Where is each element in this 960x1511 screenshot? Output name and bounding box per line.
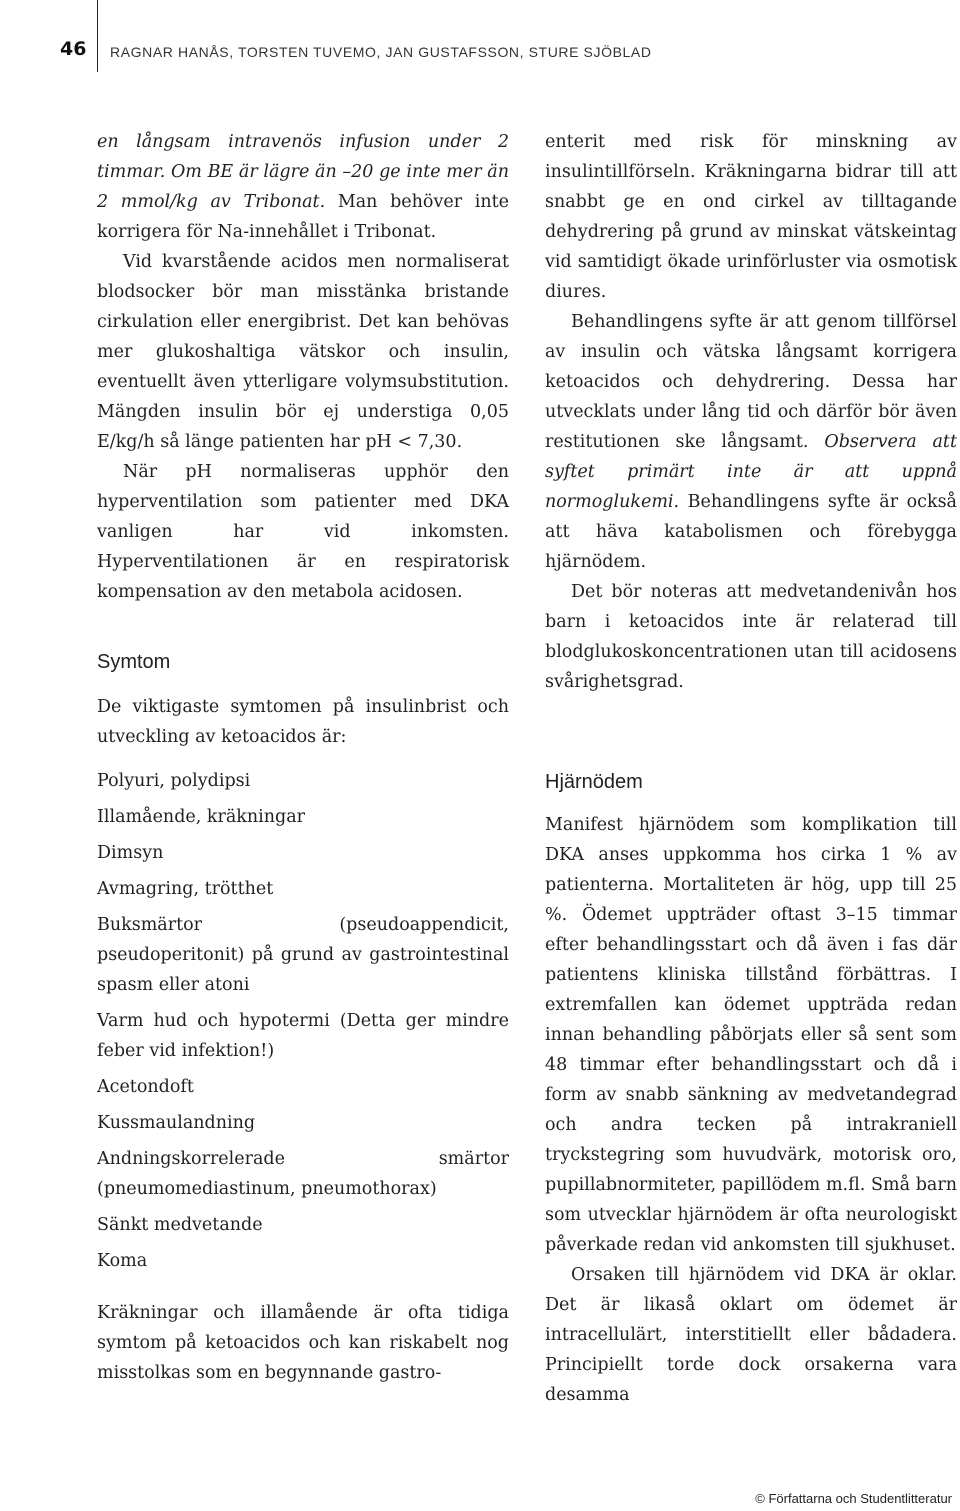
paragraph-tribonat-rest: Man behöver inte korrigera för Na-innehållet i Tribonat. [97, 192, 510, 242]
list-item: Avmagring, trötthet [97, 879, 274, 899]
italic-observera: Observera att syftet primärt inte är att uppnå normoglukemi. [545, 432, 957, 512]
paragraph-acidos: Vid kvarstående acidos men normaliserat blodsocker bör man misstänka bristande cirkulation eller energibrist. Det kan behövas mer glukoshaltiga vätskor och insulin, eventuellt även ytterligare volymsubstitution. Mängden insulin bör ej understiga 0,05 E/kg/h så länge patienten har pH < 7,30. [97, 252, 509, 452]
list-item: Sänkt medvetande [97, 1215, 263, 1235]
paragraph-enterit: enterit med risk för minskning av insulintillförseln. Kräkningarna bidrar till att snabbt ge en ond cirkel av tilltagande dehydrering på grund av minskat vätskeintag vid samtidigt ökade urinförluster via osmotisk diures. [545, 132, 957, 302]
running-header: RAGNAR HANÅS, TORSTEN TUVEMO, JAN GUSTAFSSON, STURE SJÖBLAD [110, 44, 652, 60]
paragraph-orsaken: Orsaken till hjärnödem vid DKA är oklar. Det är likaså oklart om ödemet är intracellulärt, interstitiellt eller bådadera. Principiellt torde dock orsakerna vara desamma [545, 1265, 957, 1405]
paragraph-medvetande: Det bör noteras att medvetandenivån hos barn i ketoacidos inte är relaterad till blodglukoskoncentrationen utan till acidosens svårighetsgrad. [545, 582, 957, 692]
list-item: Illamående, kräkningar [97, 807, 306, 827]
list-item: Andningskorrelerade smärtor (pneumomediastinum, pneumothorax) [97, 1149, 509, 1199]
italic-instruction: en långsam intravenös infusion under 2 timmar. Om BE är lägre än –20 ge inte mer än 2 mmol/kg av Tribonat. [97, 132, 509, 212]
section-heading-hjarnodem: Hjärnödem [545, 771, 643, 793]
section-heading-symtom: Symtom [97, 651, 171, 673]
paragraph-closing: Kräkningar och illamående är ofta tidiga symtom på ketoacidos och kan riskabelt nog misstolkas som en begynnande gastro- [97, 1303, 509, 1383]
symptoms-intro: De viktigaste symtomen på insulinbrist och utveckling av ketoacidos är: [97, 697, 509, 747]
header-divider [97, 0, 98, 72]
footer-copyright: © Författarna och Studentlitteratur [755, 1491, 952, 1506]
list-item: Koma [97, 1251, 148, 1271]
paragraph-hyperventilation: När pH normaliseras upphör den hyperventilation som patienter med DKA vanligen har vid inkomsten. Hyperventilationen är en respiratorisk kompensation av den metabola acidosen. [97, 462, 509, 602]
right-column [545, 127, 957, 1410]
list-item: Acetondoft [97, 1077, 194, 1097]
list-item: Polyuri, polydipsi [97, 771, 251, 791]
list-item: Varm hud och hypotermi (Detta ger mindre feber vid infektion!) [97, 1011, 509, 1061]
symptom-list [97, 766, 509, 1276]
paragraph-behandling [545, 307, 957, 577]
list-item: Dimsyn [97, 843, 164, 863]
paragraph-tribonat [97, 127, 509, 247]
paragraph-hjarnodem: Manifest hjärnödem som komplikation till DKA anses uppkomma hos cirka 1 % av patienterna. Mortaliteten är hög, upp till 25 %. Ödemet uppträder oftast 3–15 timmar efter behandlingsstart och då även i fas där patientens kliniska tillstånd förbättras. I extremfallen kan ödemet uppträda redan innan behandling påbörjats eller så sent som 48 timmar efter behandlingsstart och då i form av snabb sänkning av medvetandegrad och andra tecken på intrakraniell tryckstegring som huvudvärk, motorisk oro, pupillabnormiteter, papillödem m.fl. Små barn som utvecklar hjärnödem är ofta neurologiskt påverkade redan vid ankomsten till sjukhuset. [545, 815, 957, 1255]
list-item: Kussmaulandning [97, 1113, 256, 1133]
behandling-text-b: Behandlingens syfte är också att häva katabolismen och förebygga hjärnödem. [545, 492, 957, 572]
behandling-text-a: Behandlingens syfte är att genom tillförsel av insulin och vätska långsamt korrigera ketoacidos och dehydrering. Dessa har utvecklats under lång tid och därför bör även restitutionen ske långsamt. [545, 312, 957, 452]
list-item: Buksmärtor (pseudoappendicit, pseudoperitonit) på grund av gastrointestinal spasm eller atoni [97, 915, 509, 995]
page-number: 46 [60, 38, 87, 60]
left-column [97, 127, 509, 1388]
